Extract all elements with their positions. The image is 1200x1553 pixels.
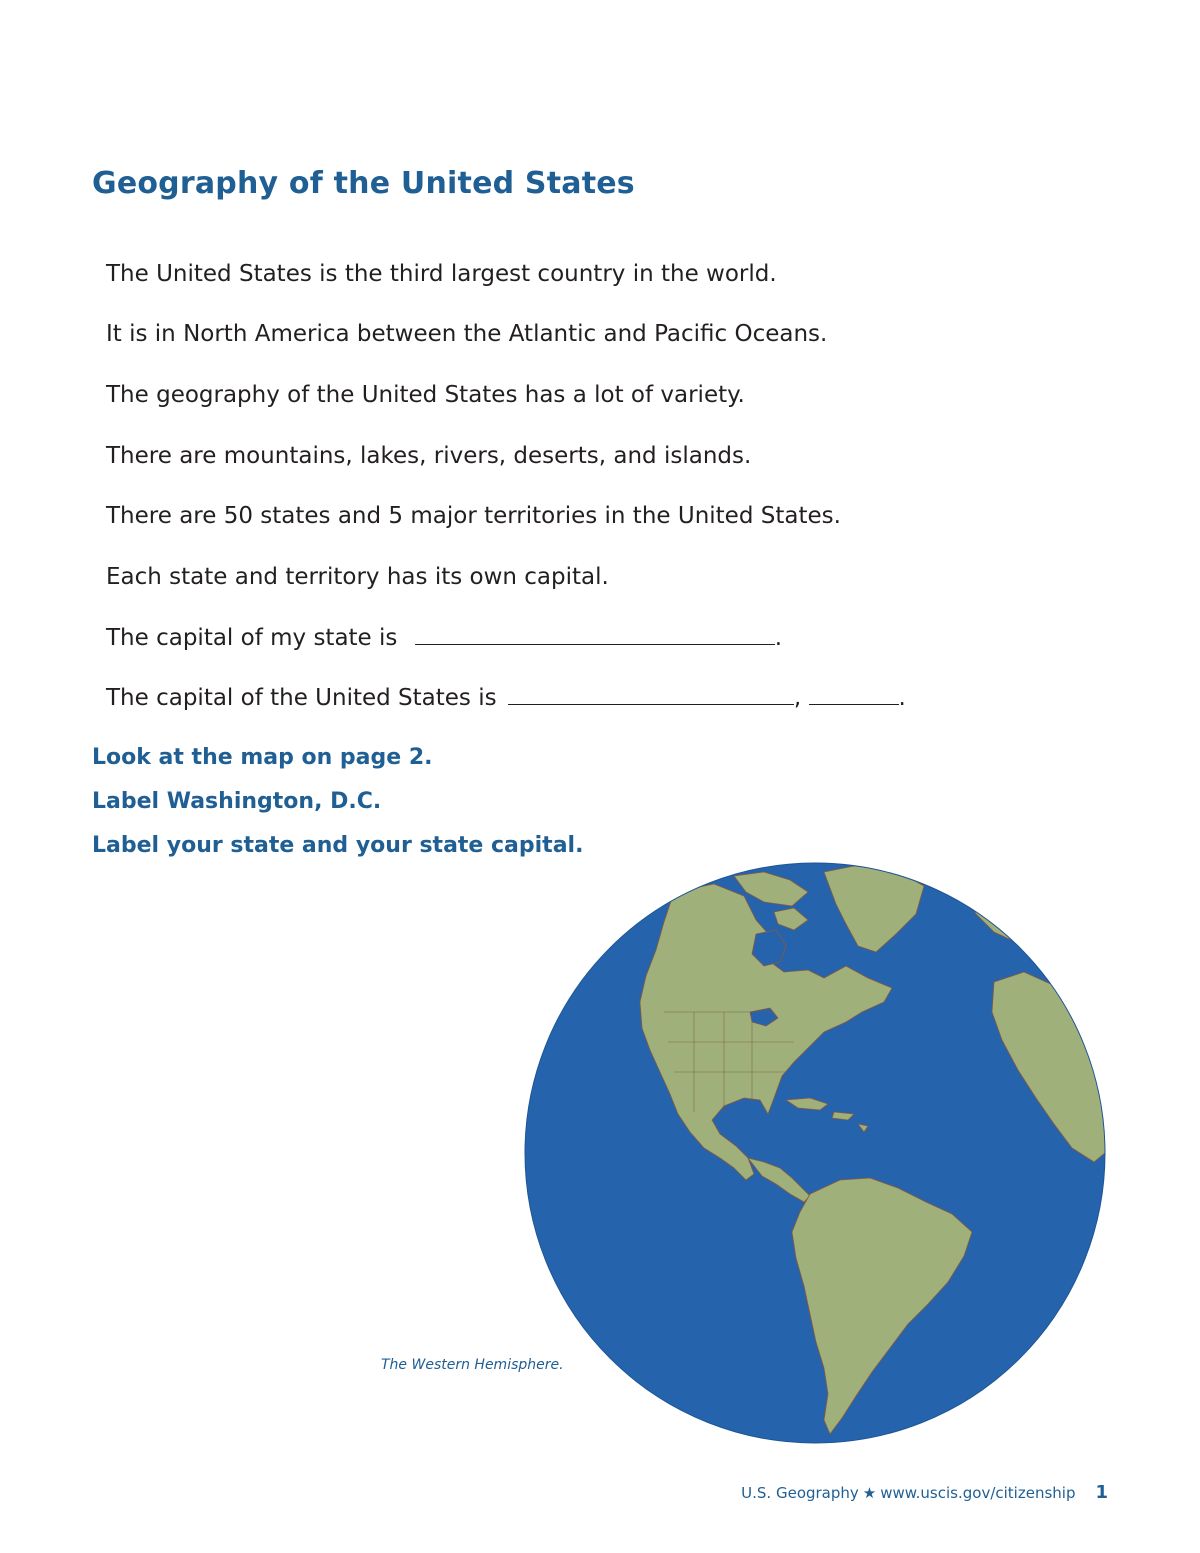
instruction-2: Label Washington, D.C.	[92, 789, 382, 814]
page-number: 1	[1095, 1482, 1108, 1503]
us-capital-separator: ,	[793, 685, 802, 711]
paragraph-5: There are 50 states and 5 major territories in the United States.	[106, 503, 841, 529]
page-title: Geography of the United States	[92, 166, 635, 201]
us-capital-prefix: The capital of the United States is	[106, 685, 497, 711]
paragraph-2: It is in North America between the Atlantic and Pacific Oceans.	[106, 321, 828, 347]
us-capital-city-blank[interactable]	[508, 682, 794, 705]
ocean	[525, 863, 1105, 1443]
us-capital-suffix: .	[898, 685, 906, 711]
figure-caption: The Western Hemisphere.	[381, 1357, 564, 1373]
footer-url[interactable]: www.uscis.gov/citizenship	[880, 1484, 1076, 1502]
instruction-1: Look at the map on page 2.	[92, 745, 433, 770]
instruction-3: Label your state and your state capital.	[92, 833, 584, 858]
page-footer	[741, 1482, 1108, 1503]
state-capital-blank[interactable]	[415, 622, 775, 645]
star-icon: ★	[862, 1484, 877, 1502]
paragraph-4: There are mountains, lakes, rivers, deserts, and islands.	[106, 443, 752, 469]
paragraph-1: The United States is the third largest country in the world.	[106, 261, 777, 287]
us-capital-district-blank[interactable]	[809, 682, 899, 705]
footer-section: U.S. Geography	[741, 1484, 859, 1502]
western-hemisphere-globe	[524, 862, 1106, 1444]
us-capital-line	[106, 682, 906, 713]
state-capital-prefix: The capital of my state is	[106, 625, 398, 651]
paragraph-6: Each state and territory has its own capital.	[106, 564, 609, 590]
state-capital-suffix: .	[774, 625, 783, 651]
globe-illustration	[524, 862, 1106, 1444]
state-capital-line	[106, 622, 782, 653]
paragraph-3: The geography of the United States has a lot of variety.	[106, 382, 745, 408]
